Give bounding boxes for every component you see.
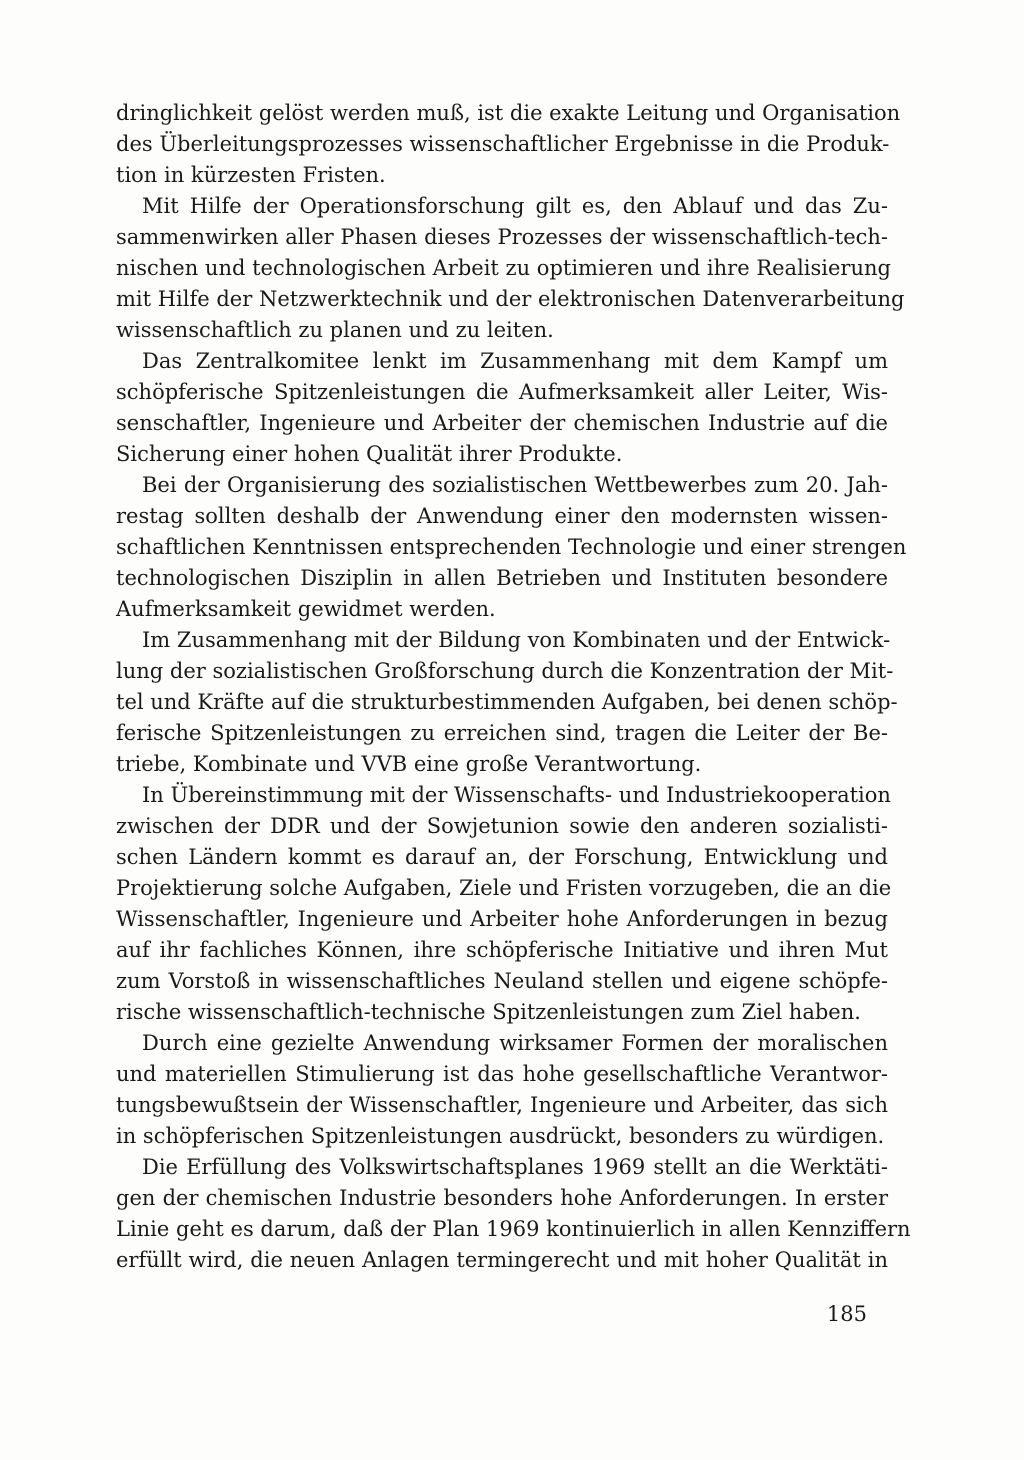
paragraph bbox=[116, 470, 907, 625]
text-line: zum Vorstoß in wissenschaftliches Neuland stellen und eigene schöpfe- bbox=[116, 969, 888, 993]
text-line: schöpferische Spitzenleistungen die Aufmerksamkeit aller Leiter, Wis- bbox=[116, 380, 888, 404]
text-line: senschaftler, Ingenieure und Arbeiter der chemischen Industrie auf die bbox=[116, 411, 888, 435]
text-line: Aufmerksamkeit gewidmet werden. bbox=[116, 597, 496, 621]
text-line: nischen und technologischen Arbeit zu optimieren und ihre Realisierung bbox=[116, 256, 891, 280]
text-line: zwischen der DDR und der Sowjetunion sowie den anderen sozialisti- bbox=[116, 814, 888, 838]
paragraph bbox=[116, 191, 905, 346]
text-line: Projektierung solche Aufgaben, Ziele und Fristen vorzugeben, die an die bbox=[116, 876, 892, 900]
text-line: und materiellen Stimulierung ist das hohe gesellschaftliche Verantwor- bbox=[116, 1062, 888, 1086]
text-line: mit Hilfe der Netzwerktechnik und der elektronischen Datenverarbeitung bbox=[116, 287, 905, 311]
text-line: Sicherung einer hohen Qualität ihrer Produkte. bbox=[116, 442, 623, 466]
text-line: schaftlichen Kenntnissen entsprechenden Technologie und einer strengen bbox=[116, 535, 907, 559]
text-line: Mit Hilfe der Operationsforschung gilt es, den Ablauf und das Zu- bbox=[142, 194, 888, 218]
page-number: 185 bbox=[826, 1302, 867, 1326]
text-line: triebe, Kombinate und VVB eine große Verantwortung. bbox=[116, 752, 702, 776]
text-line: auf ihr fachliches Können, ihre schöpferische Initiative und ihren Mut bbox=[116, 938, 888, 962]
text-line: schen Ländern kommt es darauf an, der Forschung, Entwicklung und bbox=[116, 845, 888, 869]
text-line: Durch eine gezielte Anwendung wirksamer Formen der moralischen bbox=[142, 1031, 888, 1055]
text-line: gen der chemischen Industrie besonders hohe Anforderungen. In erster bbox=[116, 1186, 888, 1210]
paragraph bbox=[116, 1152, 911, 1276]
text-line: in schöpferischen Spitzenleistungen ausdrückt, besonders zu würdigen. bbox=[116, 1124, 885, 1148]
text-line: tungsbewußtsein der Wissenschaftler, Ingenieure und Arbeiter, das sich bbox=[116, 1093, 888, 1117]
text-line: erfüllt wird, die neuen Anlagen termingerecht und mit hoher Qualität in bbox=[116, 1248, 888, 1272]
text-line: Linie geht es darum, daß der Plan 1969 kontinuierlich in allen Kennziffern bbox=[116, 1217, 911, 1241]
text-line: tion in kürzesten Fristen. bbox=[116, 163, 386, 187]
paragraph bbox=[116, 98, 901, 191]
text-line: des Überleitungsprozesses wissenschaftlicher Ergebnisse in die Produk- bbox=[116, 132, 890, 156]
text-line: Das Zentralkomitee lenkt im Zusammenhang mit dem Kampf um bbox=[142, 349, 888, 373]
text-line: Bei der Organisierung des sozialistischen Wettbewerbes zum 20. Jah- bbox=[142, 473, 888, 497]
text-line: Im Zusammenhang mit der Bildung von Kombinaten und der Entwick- bbox=[142, 628, 891, 652]
body-text bbox=[116, 98, 911, 1276]
paragraph bbox=[116, 346, 888, 470]
text-line: lung der sozialistischen Großforschung durch die Konzentration der Mit- bbox=[116, 659, 894, 683]
text-line: dringlichkeit gelöst werden muß, ist die exakte Leitung und Organisation bbox=[116, 101, 901, 125]
paragraph bbox=[116, 780, 892, 1028]
text-line: sammenwirken aller Phasen dieses Prozesses der wissenschaftlich-tech- bbox=[116, 225, 888, 249]
text-line: tel und Kräfte auf die strukturbestimmenden Aufgaben, bei denen schöp- bbox=[116, 690, 898, 714]
text-line: ferische Spitzenleistungen zu erreichen sind, tragen die Leiter der Be- bbox=[116, 721, 888, 745]
text-line: In Übereinstimmung mit der Wissenschafts- und Industriekooperation bbox=[142, 783, 891, 807]
text-line: Die Erfüllung des Volkswirtschaftsplanes 1969 stellt an die Werktäti- bbox=[142, 1155, 888, 1179]
text-line: Wissenschaftler, Ingenieure und Arbeiter hohe Anforderungen in bezug bbox=[116, 907, 888, 931]
paragraph bbox=[116, 625, 898, 780]
text-line: technologischen Disziplin in allen Betrieben und Instituten besondere bbox=[116, 566, 888, 590]
text-line: wissenschaftlich zu planen und zu leiten. bbox=[116, 318, 554, 342]
text-line: rische wissenschaftlich-technische Spitzenleistungen zum Ziel haben. bbox=[116, 1000, 861, 1024]
text-line: restag sollten deshalb der Anwendung einer den modernsten wissen- bbox=[116, 504, 888, 528]
paragraph bbox=[116, 1028, 888, 1152]
